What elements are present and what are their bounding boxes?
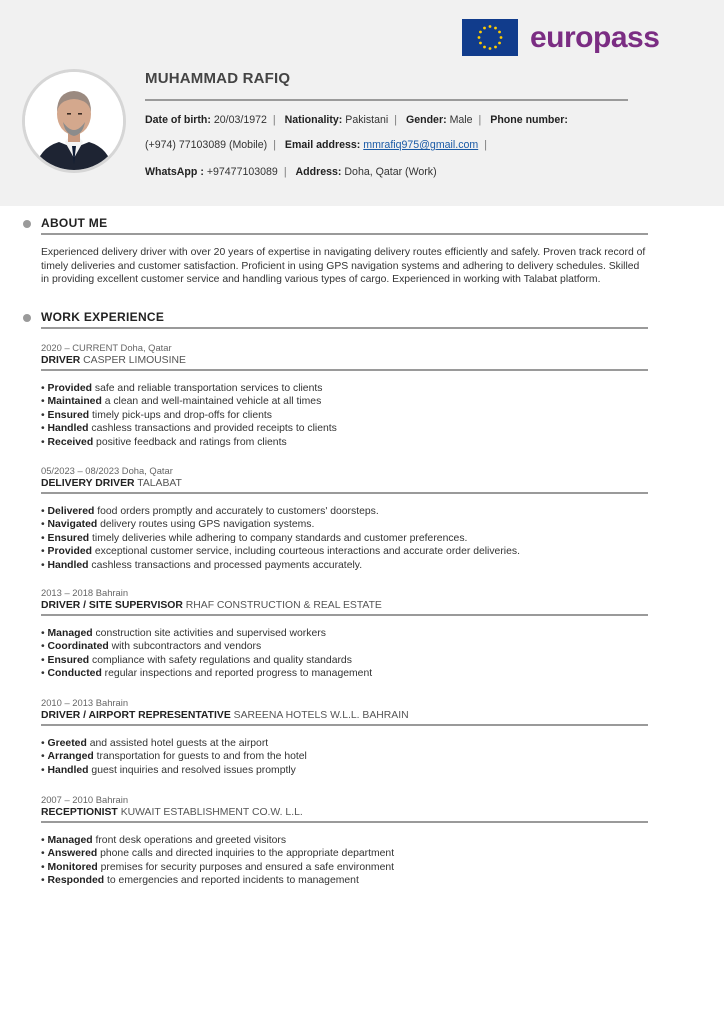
job-role: DRIVER — [41, 355, 81, 366]
list-item: • Managed front desk operations and greeted visitors — [41, 835, 287, 846]
list-item: • Greeted and assisted hotel guests at the airport — [41, 738, 269, 749]
duty-text: positive feedback and ratings from clients — [93, 436, 287, 448]
list-item: • Maintained a clean and well-maintained vehicle at all times — [41, 396, 322, 408]
duty-verb: Provided — [47, 383, 92, 394]
job-entry — [41, 587, 648, 681]
duty-text: timely pick-ups and drop-offs for clients — [89, 409, 272, 421]
flag-star-icon — [479, 41, 482, 44]
duty-text: exceptional customer service, including courteous interactions and accurate order deliveries. — [92, 546, 520, 558]
duty-text: compliance with safety regulations and quality standards — [89, 654, 352, 666]
job-date-location: 2013 – 2018 Bahrain — [41, 587, 129, 598]
list-item: • Handled cashless transactions and processed payments accurately. — [41, 559, 363, 571]
list-item: • Managed construction site activities and supervised workers — [41, 628, 326, 639]
job-duties — [41, 382, 648, 449]
duty-verb: Coordinated — [47, 641, 109, 653]
duty-verb: Delivered — [47, 506, 95, 517]
list-item: • Provided safe and reliable transportation services to clients — [41, 383, 323, 394]
dob-label: Date of birth: — [145, 114, 211, 126]
email-label: Email address: — [284, 139, 361, 151]
job-company: SAREENA HOTELS W.L.L. BAHRAIN — [233, 710, 409, 721]
duty-verb: Handled — [47, 423, 89, 435]
job-role: RECEPTIONIST — [41, 807, 118, 818]
duty-verb: Arranged — [47, 751, 94, 763]
duty-text: cashless transactions and processed payments accurately. — [88, 559, 363, 571]
job-role: DELIVERY DRIVER — [41, 478, 135, 489]
duty-text: delivery routes using GPS navigation systems. — [97, 519, 315, 531]
flag-star-icon — [498, 30, 501, 33]
duty-verb: Responded — [47, 875, 105, 887]
flag-star-icon — [483, 26, 486, 29]
job-entry — [41, 697, 648, 777]
eu-flag-icon — [462, 19, 518, 56]
info-line-3: WhatsApp : +97477103089 | Address: Doha, Qatar (Work) — [145, 166, 437, 178]
list-item: • Arranged transportation for guests to and from the hotel — [41, 751, 307, 763]
job-divider — [41, 492, 648, 494]
job-title — [41, 600, 648, 611]
gender-value: Male — [449, 114, 473, 126]
duty-text: cashless transactions and provided receipts to clients — [88, 423, 337, 435]
duty-text: transportation for guests to and from the hotel — [93, 751, 307, 763]
job-company: CASPER LIMOUSINE — [83, 355, 186, 366]
section-divider — [41, 327, 648, 329]
flag-star-icon — [479, 30, 482, 33]
duty-verb: Conducted — [47, 668, 102, 680]
job-duties — [41, 834, 648, 888]
list-item: • Coordinated with subcontractors and vendors — [41, 641, 262, 653]
email-link[interactable]: mmrafiq975@gmail.com — [363, 139, 479, 151]
duty-text: timely deliveries while adhering to company standards and customer preferences. — [89, 532, 468, 544]
job-entry — [41, 465, 648, 572]
job-date-location: 05/2023 – 08/2023 Doha, Qatar — [41, 465, 173, 476]
duty-text: a clean and well-maintained vehicle at all times — [101, 396, 322, 408]
whatsapp-value: +97477103089 — [206, 166, 278, 178]
list-item: • Responded to emergencies and reported incidents to management — [41, 875, 359, 887]
job-divider — [41, 821, 648, 823]
address-label: Address: — [295, 166, 342, 178]
job-company: KUWAIT ESTABLISHMENT CO.W. L.L. — [120, 807, 303, 818]
flag-star-icon — [494, 26, 497, 29]
duty-verb: Maintained — [47, 396, 102, 408]
job-title — [41, 710, 648, 721]
duty-verb: Greeted — [47, 738, 87, 749]
job-duties — [41, 505, 648, 572]
job-date-location: 2020 – CURRENT Doha, Qatar — [41, 342, 172, 353]
list-item: • Provided exceptional customer service, including courteous interactions and accurate order deliveries. — [41, 546, 520, 558]
name-divider — [145, 99, 628, 101]
job-divider — [41, 614, 648, 616]
duty-text: front desk operations and greeted visitors — [92, 835, 287, 846]
job-role: DRIVER / AIRPORT REPRESENTATIVE — [41, 710, 231, 721]
job-entry — [41, 342, 648, 449]
duty-verb: Managed — [47, 628, 93, 639]
duty-text: construction site activities and supervised workers — [92, 628, 326, 639]
flag-star-icon — [494, 45, 497, 48]
nationality-value: Pakistani — [345, 114, 389, 126]
brand-name: europass — [530, 20, 660, 54]
info-line-2: (+974) 77103089 (Mobile) | Email address: mmrafiq975@gmail.com | — [145, 139, 487, 151]
duty-text: guest inquiries and resolved issues promptly — [88, 764, 296, 776]
job-date-location: 2007 – 2010 Bahrain — [41, 794, 129, 805]
section-divider — [41, 233, 648, 235]
job-duties — [41, 737, 648, 777]
duty-text: with subcontractors and vendors — [108, 641, 262, 653]
address-value: Doha, Qatar (Work) — [344, 166, 437, 178]
job-title — [41, 355, 648, 366]
cv-header — [0, 0, 724, 206]
flag-star-icon — [489, 25, 492, 28]
profile-photo — [22, 69, 126, 173]
list-item: • Answered phone calls and directed inquiries to the appropriate department — [41, 848, 395, 860]
flag-star-icon — [478, 36, 481, 39]
job-title — [41, 478, 648, 489]
list-item: • Conducted regular inspections and reported progress to management — [41, 668, 373, 680]
list-item: • Received positive feedback and ratings from clients — [41, 436, 287, 448]
about-text: Experienced delivery driver with over 20 years of expertise in navigating delivery routes efficiently and safely. Proven track record of timely deliveries and customer satisfaction. Proficient in using GPS navigation systems and adhering to delivery schedules. Skilled in providing excellent customer service and handling various types of cargo. Experienced in working with Talabat platform. — [41, 247, 646, 285]
duty-verb: Provided — [47, 546, 92, 558]
job-date-location: 2010 – 2013 Bahrain — [41, 697, 129, 708]
list-item: • Handled guest inquiries and resolved issues promptly — [41, 764, 296, 776]
duty-text: food orders promptly and accurately to customers' doorsteps. — [94, 506, 379, 517]
list-item: • Delivered food orders promptly and accurately to customers' doorsteps. — [41, 506, 379, 517]
job-title — [41, 807, 648, 818]
job-divider — [41, 724, 648, 726]
work-title: WORK EXPERIENCE — [41, 310, 165, 324]
duty-verb: Handled — [47, 559, 89, 571]
duty-text: safe and reliable transportation services to clients — [92, 383, 323, 394]
duty-verb: Received — [47, 436, 94, 448]
duty-verb: Ensured — [47, 409, 90, 421]
section-dot-icon — [23, 314, 31, 322]
job-duties — [41, 627, 648, 681]
flag-star-icon — [483, 45, 486, 48]
duty-verb: Managed — [47, 835, 93, 846]
job-entry — [41, 794, 648, 888]
list-item: • Monitored premises for security purposes and ensured a safe environment — [41, 861, 395, 873]
info-line-1: Date of birth: 20/03/1972 | Nationality: Pakistani | Gender: Male | Phone number: — [145, 114, 568, 126]
duty-text: to emergencies and reported incidents to management — [104, 875, 359, 887]
job-divider — [41, 369, 648, 371]
duty-verb: Monitored — [47, 861, 98, 873]
job-company: TALABAT — [137, 478, 182, 489]
list-item: • Handled cashless transactions and provided receipts to clients — [41, 423, 337, 435]
job-role: DRIVER / SITE SUPERVISOR — [41, 600, 183, 611]
dob-value: 20/03/1972 — [213, 114, 267, 126]
phone-label: Phone number: — [490, 114, 568, 126]
duty-text: and assisted hotel guests at the airport — [86, 738, 269, 749]
list-item: • Ensured timely pick-ups and drop-offs for clients — [41, 409, 272, 421]
list-item: • Ensured timely deliveries while adhering to company standards and customer preferences. — [41, 532, 468, 544]
duty-verb: Navigated — [47, 519, 98, 531]
flag-star-icon — [489, 47, 492, 50]
flag-star-icon — [498, 41, 501, 44]
list-item: • Ensured compliance with safety regulations and quality standards — [41, 654, 352, 666]
person-name: MUHAMMAD RAFIQ — [145, 70, 291, 87]
duty-text: premises for security purposes and ensured a safe environment — [97, 861, 395, 873]
duty-verb: Ensured — [47, 654, 90, 666]
duty-verb: Handled — [47, 764, 89, 776]
about-title: ABOUT ME — [41, 216, 108, 230]
job-company: RHAF CONSTRUCTION & REAL ESTATE — [185, 600, 382, 611]
whatsapp-label: WhatsApp : — [145, 166, 204, 178]
phone-value: (+974) 77103089 (Mobile) — [145, 139, 268, 151]
flag-star-icon — [500, 36, 503, 39]
section-dot-icon — [23, 220, 31, 228]
work-section — [41, 310, 648, 329]
duty-verb: Ensured — [47, 532, 90, 544]
gender-label: Gender: — [405, 114, 447, 126]
duty-text: phone calls and directed inquiries to the appropriate department — [97, 848, 395, 860]
duty-verb: Answered — [47, 848, 98, 860]
duty-text: regular inspections and reported progress to management — [101, 668, 373, 680]
about-section — [41, 216, 648, 235]
nationality-label: Nationality: — [284, 114, 343, 126]
europass-logo — [462, 18, 659, 56]
list-item: • Navigated delivery routes using GPS navigation systems. — [41, 519, 315, 531]
